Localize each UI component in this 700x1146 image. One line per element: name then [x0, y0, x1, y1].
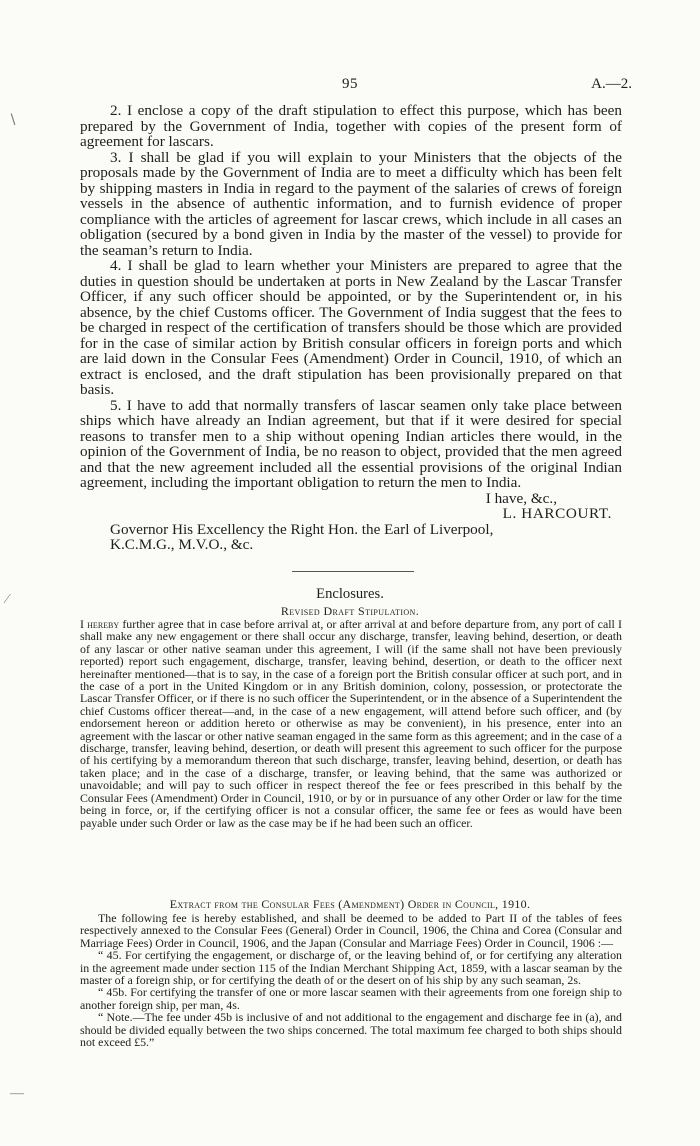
stipulation-body: further agree that in case before arrival at, or after arrival at and before departure from, any port of call I shall make any new engagement or there shall occur any discharge, transfer, leaving behind, desertion, or death of any lascar or other native seaman under this agreement, I will (if the same shall not have been previously reported) report such engagement, discharge, transfer, leaving behind, desertion, or death to the officer next hereinafter mentioned—that is to say, in the case of a foreign port the British consular officer at such port, and in the case of a port in the United Kingdom or in any British dominion, colony, possession, or protectorate the Lascar Transfer Officer, or if there is no such officer the Superintendent, or in the absence of a Superintendent the chief Customs officer thereat—and, in the case of a new engagement, will attend before such officer, and (by endorsement hereon or addition hereto or otherwise as may be convenient), in his presence, enter into an agreement with the lascar or other native seaman engaged in the same form as this agreement; and in the case of a discharge, transfer, leaving behind, desertion, or death will present this agreement to such officer for the purpose of his certifying by a memorandum thereon that such discharge, transfer, leaving behind, desertion, or death has taken place; and in the case of a discharge, transfer, or leaving behind, that the same was authorized or unavoidable; and will pay to such officer in respect thereof the fee or fees prescribed in this behalf by the Consular Fees (Amendment) Order in Council, 1910, or by or in pursuance of any other Order or law for the time being in force, or, if the certifying officer is not a consular officer, the same fee or fees as would have been payable under such Order or law as the case may be if he had been such an officer. — [80, 617, 622, 830]
extract-intro: The following fee is hereby established, and shall be deemed to be added to Part II of the tables of fees respectively annexed to the Consular Fees (General) Order in Council, 1906, the China and Corea (Consular and Marriage Fees) Order in Council, 1906, and the Japan (Consular and Marriage Fees) Order in Council, 1906 :— — [80, 911, 622, 950]
margin-mark: ⁄ — [6, 592, 9, 607]
section-divider — [292, 571, 414, 572]
margin-mark: — — [10, 1086, 24, 1101]
extract-body — [80, 912, 622, 1048]
paragraph-2: 2. I enclose a copy of the draft stipulation to effect this purpose, which has been prepared by the Government of India, together with copies of the present form of agreement for lascars. — [80, 102, 622, 150]
signature: L. HARCOURT. — [502, 505, 612, 522]
document-code: A.—2. — [591, 76, 632, 92]
extract-heading: Extract from the Consular Fees (Amendment) Order in Council, 1910. — [169, 897, 531, 911]
letter-closing: I have, &c., — [485, 489, 557, 507]
letter-body — [80, 103, 622, 553]
stipulation-lead: I hereby — [80, 617, 120, 631]
extract-item-45: “ 45. For certifying the engagement, or discharge of, or the leaving behind of, or for certifying any alteration in the agreement made under section 115 of the Indian Merchant Shipping Act, 1859, with a lascar seaman by the master of a foreign ship, or for certifying the death of or the desert on of his ship by any such seaman, 2s. — [80, 948, 622, 988]
addressee-line-2: K.C.M.G., M.V.O., &c. — [110, 536, 254, 553]
page-header — [0, 76, 700, 94]
extract-item-45b: “ 45b. For certifying the transfer of one or more lascar seamen with their agreements from one foreign ship to another foreign ship, per man, 4s. — [80, 985, 622, 1012]
extract-note: “ Note.—The fee under 45b is inclusive of and not additional to the engagement and discharge fee in (a), and should be divided equally between the two ships concerned. The total maximum fee charged to both ships should not exceed £5.” — [80, 1010, 622, 1050]
addressee-line-1: Governor His Excellency the Right Hon. the Earl of Liverpool, — [110, 520, 494, 538]
page-number: 95 — [342, 76, 358, 92]
paragraph-3: 3. I shall be glad if you will explain to your Ministers that the objects of the proposals made by the Government of India are to meet a difficulty which has been felt by shipping masters in India in regard to the payment of the salaries of crews of foreign vessels in the absence of authentic information, and to furnish evidence of proper compliance with the articles of agreement for lascar crews, which include in all cases an obligation (secured by a bond given in India by the master of the vessel) to provide for the seaman’s return to India. — [80, 148, 622, 259]
paragraph-4: 4. I shall be glad to learn whether your Ministers are prepared to agree that the duties in question should be undertaken at ports in New Zealand by the Lascar Transfer Officer, if any such officer should be appointed, or by the Superintendent or, in his absence, by the chief Customs officer. The Government of India suggest that the fees to be charged in respect of the certification of transfers should be those which are provided for in the case of similar action by British consular officers in foreign ports and which are laid down in the Consular Fees (Amendment) Order in Council, 1910, of which an extract is enclosed, and the draft stipulation has been provisionally prepared on that basis. — [80, 257, 622, 398]
paragraph-5: 5. I have to add that normally transfers of lascar seamen only take place between ships which have already an Indian agreement, but that if it were desired for special reasons to transfer men to a ship without opening Indian articles there would, in the opinion of the Government of India, be no reason to object, provided that the men agreed and that the new agreement included all the essential provisions of the original Indian agreement, including the important obligation to return the men to India. — [80, 396, 622, 491]
stipulation-heading: Revised Draft Stipulation. — [280, 604, 420, 618]
margin-mark: ∖ — [8, 113, 17, 128]
enclosures-heading: Enclosures. — [316, 586, 384, 602]
stipulation-text — [80, 618, 622, 829]
